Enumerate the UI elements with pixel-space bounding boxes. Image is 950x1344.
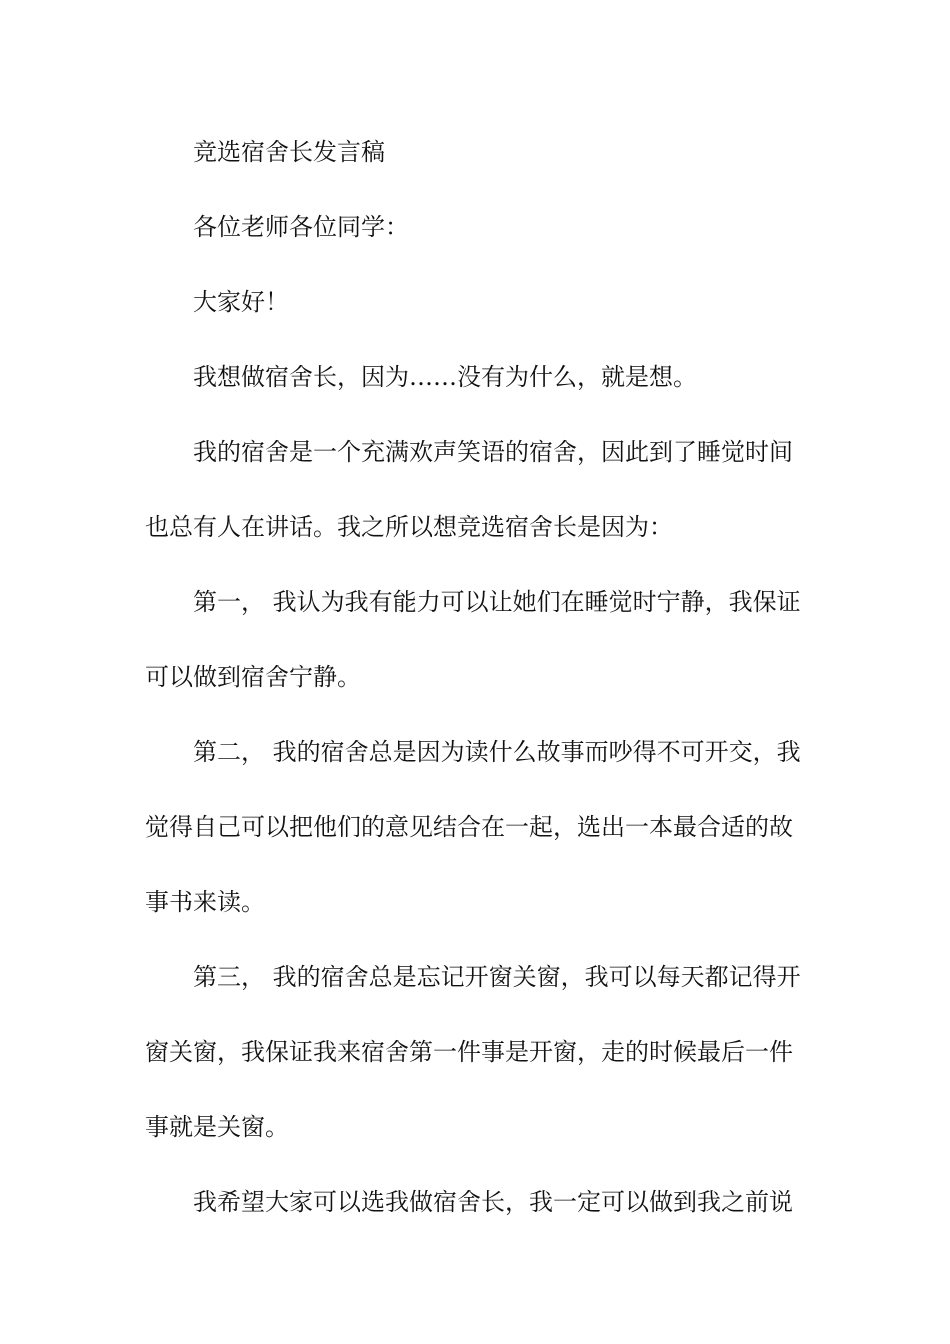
paragraph-line: 我的宿舍是一个充满欢声笑语的宿舍，因此到了睡觉时间 xyxy=(193,438,793,466)
document-title: 竞选宿舍长发言稿 xyxy=(193,138,385,166)
paragraph-line: 事就是关窗。 xyxy=(145,1113,289,1141)
paragraph-line: 我想做宿舍长，因为……没有为什么，就是想。 xyxy=(193,363,697,391)
paragraph-line: 第一， 我认为我有能力可以让她们在睡觉时宁静，我保证 xyxy=(193,588,801,616)
paragraph-line: 事书来读。 xyxy=(145,888,265,916)
paragraph-line: 也总有人在讲话。我之所以想竞选宿舍长是因为： xyxy=(145,513,673,541)
paragraph-line: 窗关窗，我保证我来宿舍第一件事是开窗，走的时候最后一件 xyxy=(145,1038,793,1066)
paragraph-line: 可以做到宿舍宁静。 xyxy=(145,663,361,691)
paragraph-line: 我希望大家可以选我做宿舍长，我一定可以做到我之前说 xyxy=(193,1188,793,1216)
paragraph-line: 第三， 我的宿舍总是忘记开窗关窗，我可以每天都记得开 xyxy=(193,963,801,991)
greeting: 大家好！ xyxy=(193,288,289,316)
salutation: 各位老师各位同学： xyxy=(193,213,409,241)
paragraph-line: 第二， 我的宿舍总是因为读什么故事而吵得不可开交，我 xyxy=(193,738,801,766)
paragraph-line: 觉得自己可以把他们的意见结合在一起，选出一本最合适的故 xyxy=(145,813,793,841)
